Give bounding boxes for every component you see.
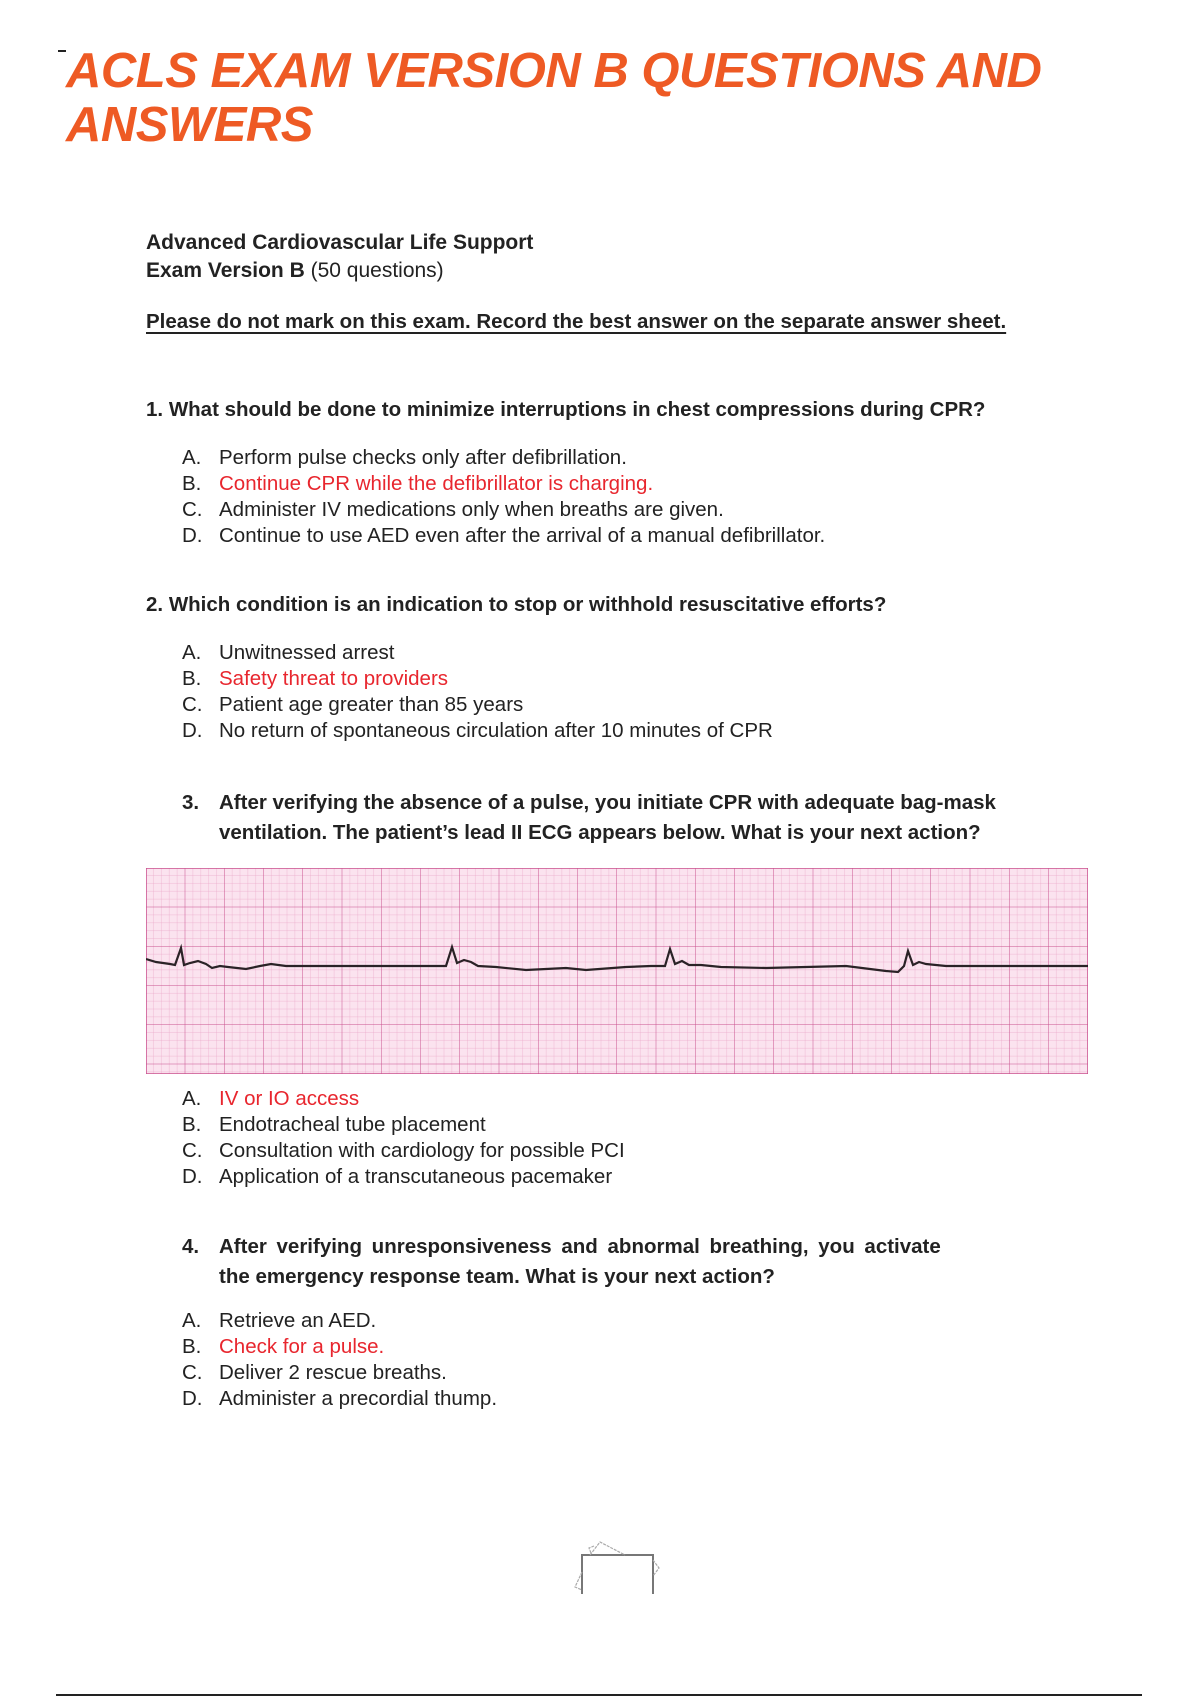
question-1-options	[182, 445, 1082, 549]
document-title-line1: ACLS EXAM VERSION B QUESTIONS AND	[66, 44, 1042, 98]
option-text: IV or IO access	[219, 1087, 360, 1110]
option-b-correct	[182, 666, 1082, 692]
option-letter: D.	[182, 719, 203, 742]
question-2	[146, 590, 886, 620]
option-text: Safety threat to providers	[219, 667, 449, 690]
option-b-correct	[182, 471, 1082, 497]
exam-version-label: Exam Version B	[146, 259, 305, 282]
option-text: Patient age greater than 85 years	[219, 693, 524, 716]
option-c	[182, 1138, 1082, 1164]
option-a	[182, 445, 1082, 471]
option-text: Endotracheal tube placement	[219, 1113, 486, 1136]
question-4-options	[182, 1308, 1082, 1412]
option-text: Administer IV medications only when breaths are given.	[219, 498, 724, 521]
option-letter: D.	[182, 524, 203, 547]
option-b	[182, 1112, 1082, 1138]
option-letter: B.	[182, 667, 202, 690]
exam-instruction: Please do not mark on this exam. Record the best answer on the separate answer sheet.	[146, 310, 1007, 333]
question-text-line2: ventilation. The patient’s lead II ECG appears below. What is your next action?	[219, 821, 981, 844]
document-title-line2: ANSWERS	[66, 98, 313, 152]
option-letter: A.	[182, 446, 202, 469]
question-text: What should be done to minimize interruptions in chest compressions during CPR?	[168, 398, 986, 421]
option-letter: D.	[182, 1387, 203, 1410]
question-number: 1.	[146, 398, 164, 421]
option-letter: D.	[182, 1165, 203, 1188]
exam-version	[146, 259, 444, 283]
option-text: Application of a transcutaneous pacemaker	[219, 1165, 613, 1188]
option-text: Continue to use AED even after the arrival of a manual defibrillator.	[219, 524, 826, 547]
question-count: (50 questions)	[310, 259, 444, 282]
option-letter: C.	[182, 693, 203, 716]
option-letter: A.	[182, 1087, 202, 1110]
question-text: Which condition is an indication to stop or withhold resuscitative efforts?	[168, 593, 887, 616]
page-frame-icon	[570, 1538, 670, 1598]
ecg-rhythm-strip	[146, 868, 1088, 1074]
question-4	[182, 1232, 941, 1292]
option-c	[182, 692, 1082, 718]
question-2-options	[182, 640, 1082, 744]
option-letter: A.	[182, 1309, 202, 1332]
option-text: Administer a precordial thump.	[219, 1387, 498, 1410]
option-text: Deliver 2 rescue breaths.	[219, 1361, 447, 1384]
option-letter: C.	[182, 1139, 203, 1162]
stray-mark	[58, 50, 66, 52]
option-a	[182, 640, 1082, 666]
option-d	[182, 718, 1082, 744]
option-a	[182, 1308, 1082, 1334]
option-d	[182, 523, 1082, 549]
option-letter: C.	[182, 498, 203, 521]
option-c	[182, 1360, 1082, 1386]
option-d	[182, 1164, 1082, 1190]
ecg-grid	[146, 868, 1088, 1074]
option-b-correct	[182, 1334, 1082, 1360]
option-text: No return of spontaneous circulation after 10 minutes of CPR	[219, 719, 773, 742]
option-letter: A.	[182, 641, 202, 664]
question-3	[182, 788, 996, 848]
exam-subtitle: Advanced Cardiovascular Life Support	[146, 231, 534, 254]
question-number: 4.	[182, 1235, 200, 1258]
option-text: Consultation with cardiology for possible PCI	[219, 1139, 625, 1162]
option-text: Continue CPR while the defibrillator is charging.	[219, 472, 654, 495]
option-a-correct	[182, 1086, 1082, 1112]
option-text: Perform pulse checks only after defibrillation.	[219, 446, 627, 469]
option-letter: B.	[182, 1113, 202, 1136]
question-text-line1: After verifying the absence of a pulse, you initiate CPR with adequate bag-mask	[219, 791, 996, 814]
question-1	[146, 395, 985, 425]
option-letter: B.	[182, 472, 202, 495]
option-letter: C.	[182, 1361, 203, 1384]
option-text: Unwitnessed arrest	[219, 641, 395, 664]
option-letter: B.	[182, 1335, 202, 1358]
question-text-line2: the emergency response team. What is your next action?	[219, 1265, 775, 1288]
question-3-options	[182, 1086, 1082, 1190]
question-number: 3.	[182, 791, 200, 814]
option-text: Check for a pulse.	[219, 1335, 385, 1358]
question-number: 2.	[146, 593, 164, 616]
option-d	[182, 1386, 1082, 1412]
option-text: Retrieve an AED.	[219, 1309, 377, 1332]
page-footer-rule	[56, 1694, 1142, 1696]
option-c	[182, 497, 1082, 523]
question-text-line1: After verifying unresponsiveness and abnormal breathing, you activate	[219, 1235, 941, 1258]
